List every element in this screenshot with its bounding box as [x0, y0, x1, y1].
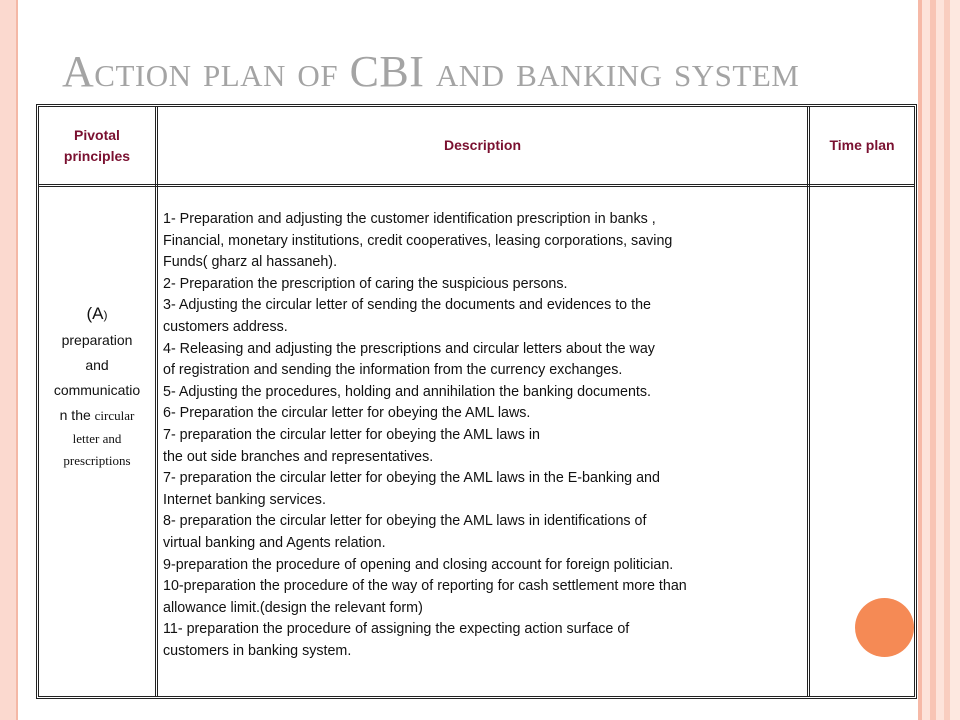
- description-line: of registration and sending the information from the currency exchanges.: [163, 362, 623, 379]
- principle-cell: [39, 187, 155, 695]
- principle-text: prescriptions: [63, 452, 131, 468]
- description-line: 1- Preparation and adjusting the customer identification prescription in banks ,: [163, 211, 656, 227]
- description-line: 10-preparation the procedure of the way of reporting for cash settlement more than: [163, 578, 687, 595]
- description-line: customers address.: [163, 318, 288, 335]
- header-divider: [39, 184, 914, 187]
- description-line: 4- Releasing and adjusting the prescriptions and circular letters about the way: [163, 340, 655, 357]
- principle-text: communicatio: [53, 381, 141, 398]
- header-label: Description: [443, 137, 521, 153]
- header-description: [158, 107, 807, 184]
- column-divider: [155, 107, 158, 696]
- slide-frame-left: [0, 0, 18, 720]
- action-plan-table: [36, 104, 917, 699]
- description-line: 7- preparation the circular letter for obeying the AML laws in the E-banking and: [163, 470, 660, 487]
- principle-letter: (A): [86, 303, 108, 323]
- time-plan-cell: [810, 187, 914, 695]
- header-label: Time plan: [829, 137, 895, 153]
- description-line: 11- preparation the procedure of assigning the expecting action surface of: [163, 621, 630, 638]
- description-line: Internet banking services.: [163, 491, 326, 508]
- header-pivotal-principles: [39, 107, 155, 184]
- header-time-plan: [810, 107, 914, 184]
- principle-text: n the circular: [59, 406, 135, 423]
- description-line: 7- preparation the circular letter for obeying the AML laws in: [163, 426, 540, 443]
- principle-text: and: [85, 356, 109, 373]
- description-line: 9-preparation the procedure of opening and closing account for foreign politician.: [163, 556, 674, 573]
- description-line: 3- Adjusting the circular letter of sending the documents and evidences to the: [163, 297, 651, 314]
- header-label: principles: [63, 147, 131, 164]
- description-line: customers in banking system.: [163, 642, 352, 659]
- description-line: 5- Adjusting the procedures, holding and annihilation the banking documents.: [163, 383, 652, 400]
- description-line: 2- Preparation the prescription of caring the suspicious persons.: [163, 275, 568, 292]
- description-cell: [163, 209, 803, 662]
- description-line: the out side branches and representatives.: [163, 448, 434, 465]
- description-line: allowance limit.(design the relevant form): [163, 599, 423, 616]
- description-line: 8- preparation the circular letter for obeying the AML laws in identifications of: [163, 513, 647, 530]
- slide-title: Action plan of CBI and banking system: [62, 47, 800, 96]
- slide-frame-right: [916, 0, 960, 720]
- description-line: Financial, monetary institutions, credit cooperatives, leasing corporations, saving: [163, 232, 673, 249]
- description-line: 6- Preparation the circular letter for obeying the AML laws.: [163, 405, 531, 422]
- principle-text: preparation: [61, 331, 133, 348]
- description-line: virtual banking and Agents relation.: [163, 534, 386, 551]
- principle-text: letter and: [72, 430, 122, 446]
- header-label: Pivotal: [74, 126, 120, 143]
- description-line: Funds( gharz al hassaneh).: [163, 254, 338, 271]
